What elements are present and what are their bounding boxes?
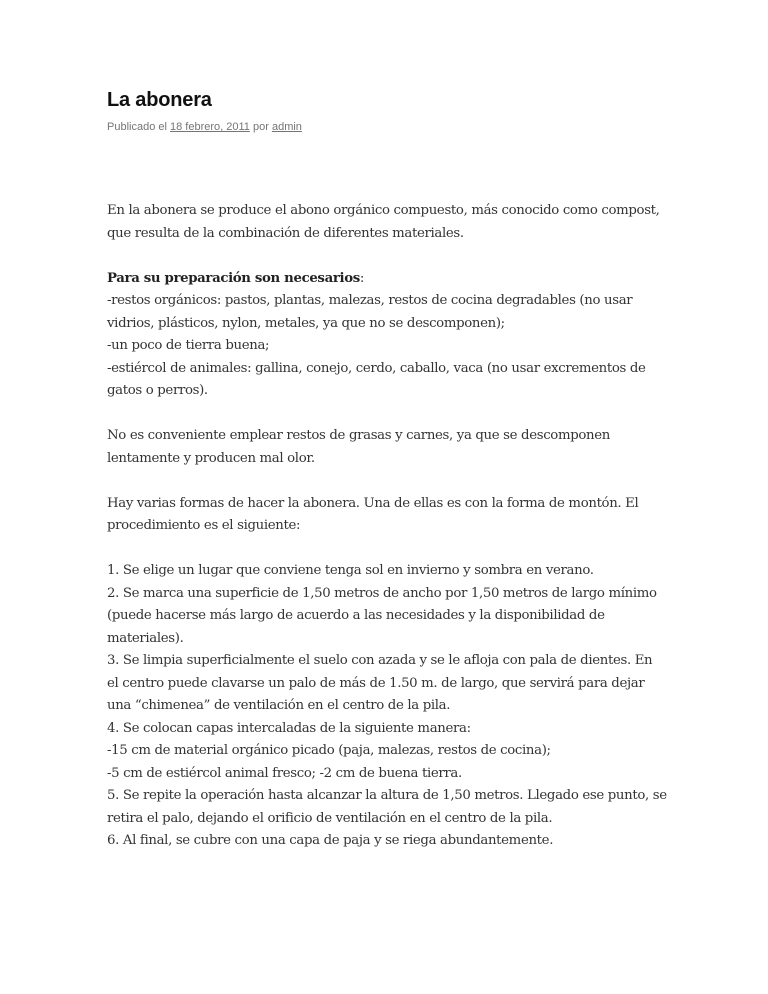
post-title: La abonera: [107, 89, 212, 111]
post-content: [107, 200, 667, 875]
preparation-item: -un poco de tierra buena;: [107, 338, 270, 353]
preparation-item: -estiércol de animales: gallina, conejo, cerdo, caballo, vaca (no usar excrementos de gatos o perros).: [107, 360, 646, 398]
published-prefix: Publicado el: [107, 121, 167, 133]
step-item: 4. Se colocan capas intercaladas de la siguiente manera:: [107, 720, 471, 736]
method-intro-paragraph: Hay varias formas de hacer la abonera. Una de ellas es con la forma de montón. El procedimiento es el siguiente:: [107, 495, 639, 533]
step-item: -5 cm de estiércol animal fresco; -2 cm de buena tierra.: [107, 765, 462, 781]
intro-paragraph: En la abonera se produce el abono orgánico compuesto, más conocido como compost, que resulta de la combinación de diferentes materiales.: [107, 203, 660, 241]
preparation-heading: [107, 268, 667, 291]
author-link[interactable]: admin: [271, 121, 302, 133]
step-item: -15 cm de material orgánico picado (paja, malezas, restos de cocina);: [107, 743, 551, 758]
step-item: 1. Se elige un lugar que conviene tenga sol en invierno y sombra en verano.: [107, 563, 594, 578]
preparation-paragraph: [107, 268, 667, 403]
step-item: 2. Se marca una superficie de 1,50 metros de ancho por 1,50 metros de largo mínimo (puede hacerse más largo de acuerdo a las necesidades y la disponibilidad de materiales).: [107, 585, 657, 646]
preparation-heading-text: Para su preparación son necesarios: [107, 270, 360, 286]
step-item: 6. Al final, se cubre con una capa de paja y se riega abundantemente.: [107, 833, 554, 848]
preparation-item: -restos orgánicos: pastos, plantas, malezas, restos de cocina degradables (no usar vidrios, plásticos, nylon, metales, ya que no se descomponen);: [107, 293, 633, 331]
steps-paragraph: [107, 560, 667, 853]
post-meta: [107, 119, 302, 135]
warning-paragraph: No es conveniente emplear restos de grasas y carnes, ya que se descomponen lentamente y producen mal olor.: [107, 428, 610, 466]
post-date-link[interactable]: 18 febrero, 2011: [170, 121, 250, 133]
step-item: 5. Se repite la operación hasta alcanzar la altura de 1,50 metros. Llegado ese punto, se retira el palo, dejando el orificio de ventilación en el centro de la pila.: [107, 788, 667, 826]
by-label: por: [252, 121, 269, 133]
step-item: 3. Se limpia superficialmente el suelo con azada y se le afloja con pala de dientes. En el centro puede clavarse un palo de más de 1.50 m. de largo, que servirá para dejar una “chimenea” de ventilación en el centro de la pila.: [107, 653, 653, 713]
preparation-heading-colon: :: [359, 270, 364, 286]
